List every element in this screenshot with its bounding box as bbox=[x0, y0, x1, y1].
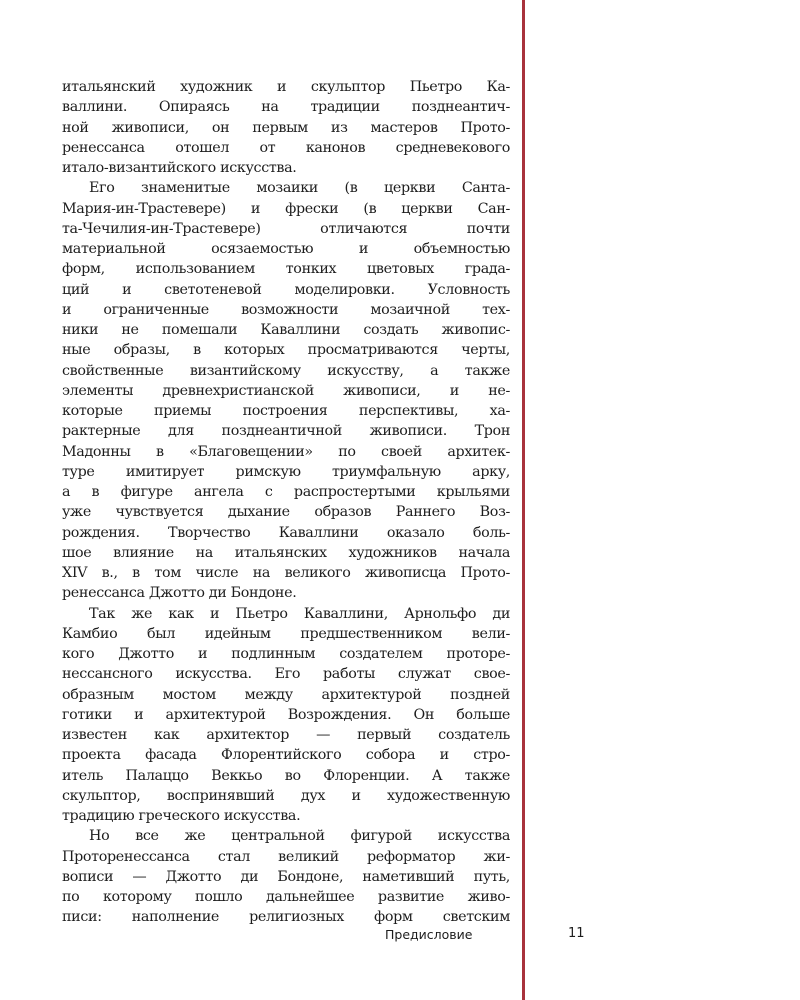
text-line: скульптор, воспринявший дух и художественную bbox=[62, 787, 510, 804]
text-line: готики и архитектурой Возрождения. Он больше bbox=[62, 706, 510, 723]
text-line: итель Палаццо Веккьо во Флоренции. А также bbox=[62, 767, 510, 784]
text-line: ренессанса Джотто ди Бондоне. bbox=[62, 585, 297, 602]
text-line: по которому пошло дальнейшее развитие живо- bbox=[62, 889, 510, 905]
body-text bbox=[62, 77, 510, 928]
text-line: ций и светотеневой моделировки. Условность bbox=[62, 281, 510, 298]
text-line: ренессанса отошел от канонов средневекового bbox=[62, 139, 510, 156]
text-line: материальной осязаемостью и объемностью bbox=[62, 241, 510, 257]
paragraph-start-line: Его знаменитые мозаики (в церкви Санта- bbox=[89, 180, 510, 197]
text-line: рактерные для позднеантичной живописи. Трон bbox=[62, 423, 510, 440]
text-line: которые приемы построения перспективы, ха- bbox=[62, 403, 510, 419]
text-line: писи: наполнение религиозных форм светским bbox=[62, 909, 510, 926]
running-footer-title: Предисловие bbox=[385, 927, 473, 942]
text-line: свойственные византийскому искусству, а также bbox=[62, 362, 510, 379]
text-line: Мария-ин-Трастевере) и фрески (в церкви Сан- bbox=[62, 200, 510, 217]
text-line: шое влияние на итальянских художников начала bbox=[62, 544, 510, 561]
text-line: элементы древнехристианской живописи, и не- bbox=[62, 382, 510, 399]
text-line: XIV в., в том числе на великого живописца Прото- bbox=[62, 565, 510, 581]
text-line: а в фигуре ангела с распростертыми крыльями bbox=[62, 484, 510, 500]
text-line: образным мостом между архитектурой поздней bbox=[62, 686, 510, 703]
text-line: валлини. Опираясь на традиции позднеантич- bbox=[62, 99, 510, 116]
text-line: известен как архитектор — первый создатель bbox=[62, 727, 510, 743]
paragraph-start-line: Так же как и Пьетро Каваллини, Арнольфо ди bbox=[89, 605, 510, 622]
text-line: ники не помешали Каваллини создать живопис- bbox=[62, 322, 510, 338]
text-line: Проторенессанса стал великий реформатор жи- bbox=[62, 848, 510, 865]
text-line: форм, использованием тонких цветовых града- bbox=[62, 261, 510, 278]
text-line: и ограниченные возможности мозаичной тех- bbox=[62, 301, 510, 318]
text-line: рождения. Творчество Каваллини оказало боль- bbox=[62, 524, 510, 541]
text-line: итало-византийского искусства. bbox=[62, 160, 297, 176]
text-line: проекта фасада Флорентийского собора и стро- bbox=[62, 747, 510, 764]
text-line: вописи — Джотто ди Бондоне, наметивший путь, bbox=[62, 868, 510, 885]
text-line: итальянский художник и скульптор Пьетро Ка- bbox=[62, 79, 510, 95]
text-line: ной живописи, он первым из мастеров Прото- bbox=[62, 119, 510, 136]
text-line: туре имитирует римскую триумфальную арку, bbox=[62, 463, 510, 480]
red-margin-rule bbox=[522, 0, 525, 1000]
text-line: нессансного искусства. Его работы служат свое- bbox=[62, 666, 510, 683]
page-number: 11 bbox=[568, 926, 585, 941]
text-line: та-Чечилия-ин-Трастевере) отличаются почти bbox=[62, 220, 510, 237]
text-line: Камбио был идейным предшественником вели- bbox=[62, 625, 510, 642]
paragraph-start-line: Но все же центральной фигурой искусства bbox=[89, 828, 510, 845]
text-line: кого Джотто и подлинным создателем проторе- bbox=[62, 646, 510, 662]
text-line: ные образы, в которых просматриваются черты, bbox=[62, 342, 510, 359]
text-line: Мадонны в «Благовещении» по своей архитек- bbox=[62, 443, 510, 460]
text-line: уже чувствуется дыхание образов Раннего Воз- bbox=[62, 504, 510, 521]
text-line: традицию греческого искусства. bbox=[62, 808, 301, 824]
